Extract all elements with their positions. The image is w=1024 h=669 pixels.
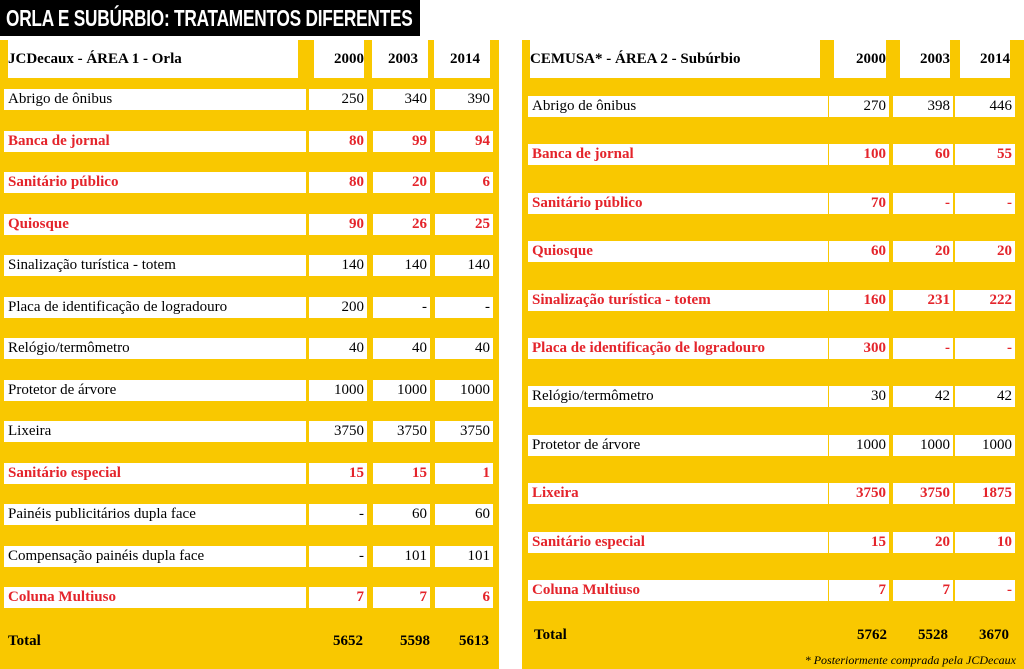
area1-row-value-2000: 200 bbox=[309, 297, 367, 318]
area1-row-value-2000: 140 bbox=[309, 255, 367, 276]
area1-row-value-2014: 390 bbox=[435, 89, 493, 110]
area1-row bbox=[0, 131, 499, 152]
area2-row-value-2014: 20 bbox=[955, 241, 1015, 262]
area1-row-value-2003: 101 bbox=[373, 546, 430, 567]
area1-row-value-2000: 250 bbox=[309, 89, 367, 110]
area1-row-value-2000: - bbox=[309, 546, 367, 567]
area1-row-label: Sanitário público bbox=[4, 172, 306, 193]
area2-row-value-2000: 300 bbox=[829, 338, 889, 359]
area1-row bbox=[0, 463, 499, 484]
area1-row bbox=[0, 504, 499, 525]
area2-row-value-2003: 42 bbox=[893, 386, 953, 407]
area2-row-value-2014: 1000 bbox=[955, 435, 1015, 456]
area2-row-label: Banca de jornal bbox=[528, 144, 828, 165]
area1-total-label: Total bbox=[8, 632, 41, 649]
area1-title: JCDecaux - ÁREA 1 - Orla bbox=[8, 40, 298, 78]
area2-row-value-2014: 446 bbox=[955, 96, 1015, 117]
area1-row-label: Abrigo de ônibus bbox=[4, 89, 306, 110]
area2-row-value-2000: 7 bbox=[829, 580, 889, 601]
area2-row-label: Quiosque bbox=[528, 241, 828, 262]
area1-row-value-2014: 94 bbox=[435, 131, 493, 152]
area1-row-value-2003: 99 bbox=[373, 131, 430, 152]
area2-row-value-2000: 270 bbox=[829, 96, 889, 117]
area1-row-value-2003: 15 bbox=[373, 463, 430, 484]
area1-row-value-2003: 26 bbox=[373, 214, 430, 235]
area1-row-value-2014: 140 bbox=[435, 255, 493, 276]
area1-row-label: Lixeira bbox=[4, 421, 306, 442]
area2-row-value-2003: 20 bbox=[893, 241, 953, 262]
area2-row-value-2000: 60 bbox=[829, 241, 889, 262]
area1-total-2003: 5598 bbox=[400, 632, 430, 649]
area1-total-row bbox=[0, 626, 499, 656]
area1-row-value-2014: 60 bbox=[435, 504, 493, 525]
area1-row-label: Protetor de árvore bbox=[4, 380, 306, 401]
area1-row-value-2003: 140 bbox=[373, 255, 430, 276]
area2-row-value-2003: 3750 bbox=[893, 483, 953, 504]
area1-row-value-2003: 7 bbox=[373, 587, 430, 608]
area1-row-value-2003: 1000 bbox=[373, 380, 430, 401]
area1-row-value-2000: 90 bbox=[309, 214, 367, 235]
area2-row-label: Protetor de árvore bbox=[528, 435, 828, 456]
area1-row-value-2003: 340 bbox=[373, 89, 430, 110]
area1-row bbox=[0, 172, 499, 193]
area2-row bbox=[522, 386, 1024, 407]
area2-year-2000: 2000 bbox=[834, 40, 886, 78]
area2-total-2003: 5528 bbox=[918, 627, 948, 644]
area2-row-label: Sanitário especial bbox=[528, 532, 828, 553]
area1-total-2000: 5652 bbox=[333, 632, 363, 649]
area1-row-value-2000: - bbox=[309, 504, 367, 525]
area2-row bbox=[522, 144, 1024, 165]
area1-header-row bbox=[0, 40, 499, 78]
area2-row-label: Lixeira bbox=[528, 483, 828, 504]
area2-row-value-2003: - bbox=[893, 193, 953, 214]
area1-row-value-2014: 3750 bbox=[435, 421, 493, 442]
area2-row-value-2000: 3750 bbox=[829, 483, 889, 504]
area1-row-label: Coluna Multiuso bbox=[4, 587, 306, 608]
area2-row-value-2000: 160 bbox=[829, 290, 889, 311]
area2-row bbox=[522, 96, 1024, 117]
area2-total-2014: 3670 bbox=[979, 627, 1009, 644]
area1-row-label: Painéis publicitários dupla face bbox=[4, 504, 306, 525]
area2-total-label: Total bbox=[534, 627, 567, 644]
area1-row-value-2014: 1000 bbox=[435, 380, 493, 401]
area1-row-value-2003: 60 bbox=[373, 504, 430, 525]
area2-row bbox=[522, 193, 1024, 214]
area1-row-label: Banca de jornal bbox=[4, 131, 306, 152]
area1-row bbox=[0, 338, 499, 359]
area2-row bbox=[522, 580, 1024, 601]
area2-total-row bbox=[522, 620, 1024, 650]
area1-row-value-2014: 25 bbox=[435, 214, 493, 235]
area2-row-value-2000: 30 bbox=[829, 386, 889, 407]
area2-row bbox=[522, 483, 1024, 504]
area1-row-label: Quiosque bbox=[4, 214, 306, 235]
area2-row-value-2000: 70 bbox=[829, 193, 889, 214]
area1-row-value-2000: 7 bbox=[309, 587, 367, 608]
footnote: * Posteriormente comprada pela JCDecaux bbox=[804, 653, 1016, 667]
area2-header-row bbox=[522, 40, 1024, 78]
area2-row-value-2000: 15 bbox=[829, 532, 889, 553]
area2-row-value-2014: 1875 bbox=[955, 483, 1015, 504]
area2-row-label: Coluna Multiuso bbox=[528, 580, 828, 601]
area2-row bbox=[522, 435, 1024, 456]
area2-row bbox=[522, 290, 1024, 311]
area1-row-value-2000: 40 bbox=[309, 338, 367, 359]
area2-row-value-2003: 20 bbox=[893, 532, 953, 553]
area2-row bbox=[522, 338, 1024, 359]
area1-row-label: Relógio/termômetro bbox=[4, 338, 306, 359]
area1-row-value-2014: - bbox=[435, 297, 493, 318]
area2-row-value-2014: - bbox=[955, 580, 1015, 601]
area2-row-value-2014: 55 bbox=[955, 144, 1015, 165]
area1-row-value-2000: 80 bbox=[309, 131, 367, 152]
area1-year-2003: 2003 bbox=[378, 40, 428, 78]
area1-year-2000: 2000 bbox=[314, 40, 364, 78]
area2-row-value-2003: 231 bbox=[893, 290, 953, 311]
area2-total-2000: 5762 bbox=[857, 627, 887, 644]
area1-row bbox=[0, 89, 499, 110]
area2-row-value-2003: 1000 bbox=[893, 435, 953, 456]
area2-row-label: Abrigo de ônibus bbox=[528, 96, 828, 117]
area1-row-value-2000: 3750 bbox=[309, 421, 367, 442]
area2-year-2003: 2003 bbox=[900, 40, 950, 78]
area1-row-value-2014: 101 bbox=[435, 546, 493, 567]
area2-row-value-2014: - bbox=[955, 338, 1015, 359]
area1-row-value-2014: 40 bbox=[435, 338, 493, 359]
area2-row-value-2014: 222 bbox=[955, 290, 1015, 311]
area1-row-value-2014: 6 bbox=[435, 587, 493, 608]
area2-row bbox=[522, 532, 1024, 553]
area1-table bbox=[0, 40, 499, 669]
area1-row-value-2003: 20 bbox=[373, 172, 430, 193]
area2-row-value-2014: 42 bbox=[955, 386, 1015, 407]
area2-row-value-2000: 100 bbox=[829, 144, 889, 165]
area1-row bbox=[0, 297, 499, 318]
page-title: ORLA E SUBÚRBIO: TRATAMENTOS DIFERENTES bbox=[0, 0, 420, 36]
area2-year-2014: 2014 bbox=[960, 40, 1010, 78]
area1-row bbox=[0, 546, 499, 567]
area2-row-value-2014: 10 bbox=[955, 532, 1015, 553]
area1-row-value-2003: 40 bbox=[373, 338, 430, 359]
area1-row-value-2003: - bbox=[373, 297, 430, 318]
area2-row-value-2003: 60 bbox=[893, 144, 953, 165]
area2-row-value-2003: 398 bbox=[893, 96, 953, 117]
area1-row-value-2000: 1000 bbox=[309, 380, 367, 401]
area2-row-label: Placa de identificação de logradouro bbox=[528, 338, 828, 359]
area1-row-label: Placa de identificação de logradouro bbox=[4, 297, 306, 318]
area1-row bbox=[0, 214, 499, 235]
area1-row-value-2014: 1 bbox=[435, 463, 493, 484]
area1-row-label: Compensação painéis dupla face bbox=[4, 546, 306, 567]
area2-row-label: Relógio/termômetro bbox=[528, 386, 828, 407]
area2-row-value-2003: - bbox=[893, 338, 953, 359]
area1-row-value-2014: 6 bbox=[435, 172, 493, 193]
area1-year-2014: 2014 bbox=[440, 40, 490, 78]
area2-row-value-2014: - bbox=[955, 193, 1015, 214]
area1-row-value-2003: 3750 bbox=[373, 421, 430, 442]
area1-row bbox=[0, 587, 499, 608]
area1-row-value-2000: 80 bbox=[309, 172, 367, 193]
area2-row-value-2003: 7 bbox=[893, 580, 953, 601]
area1-row bbox=[0, 380, 499, 401]
area2-row bbox=[522, 241, 1024, 262]
area1-row bbox=[0, 255, 499, 276]
area1-total-2014: 5613 bbox=[459, 632, 489, 649]
area2-title: CEMUSA* - ÁREA 2 - Subúrbio bbox=[530, 40, 820, 78]
area1-row bbox=[0, 421, 499, 442]
area1-row-label: Sinalização turística - totem bbox=[4, 255, 306, 276]
area1-row-value-2000: 15 bbox=[309, 463, 367, 484]
area2-row-label: Sanitário público bbox=[528, 193, 828, 214]
area2-table bbox=[522, 40, 1024, 669]
area2-row-value-2000: 1000 bbox=[829, 435, 889, 456]
area2-row-label: Sinalização turística - totem bbox=[528, 290, 828, 311]
area1-row-label: Sanitário especial bbox=[4, 463, 306, 484]
